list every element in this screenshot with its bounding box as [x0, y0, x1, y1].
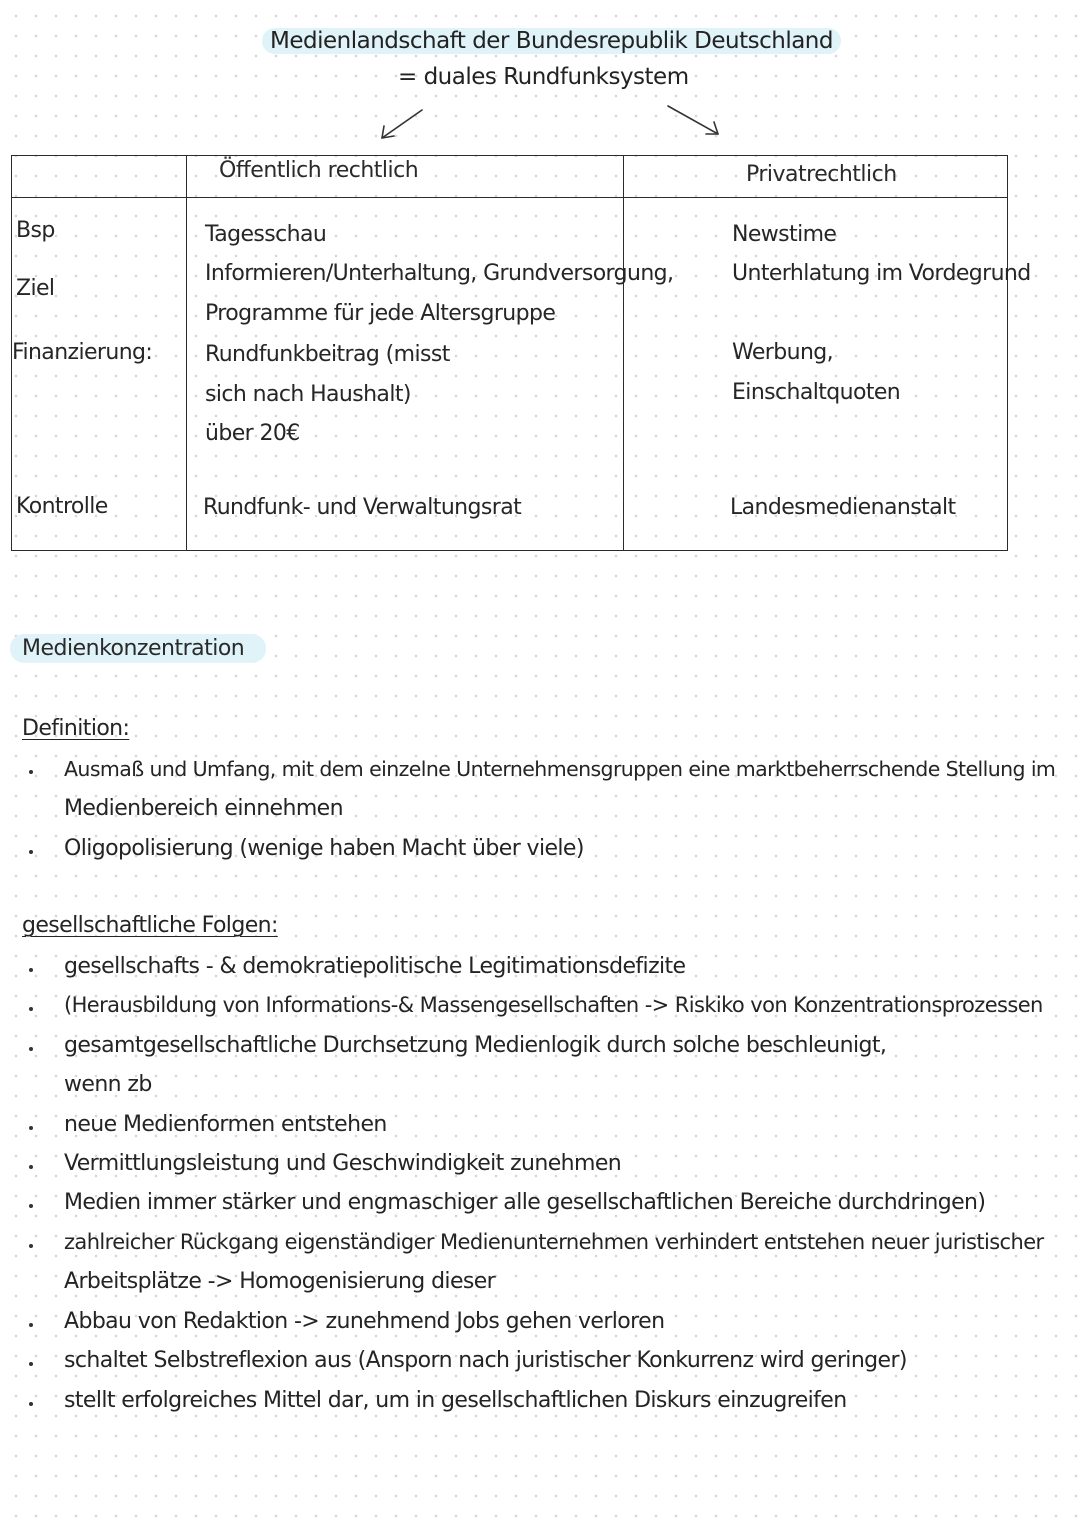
labels-cell — [12, 198, 187, 551]
public-fin-1: Rundfunkbeitrag (misst — [205, 342, 450, 367]
folgen-line: wenn zb — [64, 1072, 152, 1097]
private-kontrolle: Landesmedienanstalt — [730, 495, 956, 520]
public-ziel-1: Informieren/Unterhaltung, Grundversorgung, — [205, 261, 674, 286]
folgen-line: gesamtgesellschaftliche Durchsetzung Medienlogik durch solche beschleunigt, — [64, 1033, 887, 1058]
folgen-line: neue Medienformen entstehen — [64, 1112, 387, 1137]
bullet-icon — [29, 1204, 33, 1208]
private-cell — [624, 198, 1031, 551]
header-private-cell — [624, 156, 1008, 198]
row-label-ziel: Ziel — [16, 276, 55, 301]
folgen-line: stellt erfolgreiches Mittel dar, um in gesellschaftlichen Diskurs einzugreifen — [64, 1388, 847, 1413]
row-label-kontrolle: Kontrolle — [16, 494, 108, 519]
arrow-right-icon — [664, 100, 728, 140]
private-bsp: Newstime — [732, 222, 837, 247]
public-ziel-2: Programme für jede Altersgruppe — [205, 301, 556, 326]
bullet-icon — [29, 850, 33, 854]
header-public-cell — [187, 156, 624, 198]
col-private-label: Privatrechtlich — [746, 162, 897, 187]
row-label-bsp: Bsp — [16, 218, 55, 243]
header-empty-cell — [12, 156, 187, 198]
bullet-icon — [29, 1362, 33, 1366]
arrow-left-icon — [372, 104, 432, 144]
bullet-icon — [29, 1126, 33, 1130]
page-title: Medienlandschaft der Bundesrepublik Deutschland — [262, 28, 841, 54]
folgen-line: Vermittlungsleistung und Geschwindigkeit zunehmen — [64, 1151, 622, 1176]
folgen-line: Arbeitsplätze -> Homogenisierung dieser — [64, 1269, 496, 1294]
col-public-label: Öffentlich rechtlich — [219, 158, 419, 183]
private-fin-2: Einschaltquoten — [732, 380, 901, 405]
bullet-icon — [29, 1047, 33, 1051]
section-heading: Medienkonzentration — [10, 634, 266, 663]
table-body-row — [12, 198, 1008, 551]
public-cell — [187, 198, 674, 551]
bullet-icon — [29, 770, 33, 774]
folgen-line: Abbau von Redaktion -> zunehmend Jobs gehen verloren — [64, 1309, 665, 1334]
private-ziel: Unterhlatung im Vordegrund — [732, 261, 1031, 286]
table-header-row — [12, 156, 1008, 198]
folgen-label: gesellschaftliche Folgen: — [22, 913, 278, 938]
public-fin-3: über 20€ — [205, 421, 300, 446]
folgen-line: schaltet Selbstreflexion aus (Ansporn nach juristischer Konkurrenz wird geringer) — [64, 1348, 907, 1373]
private-fin-1: Werbung, — [732, 340, 834, 365]
definition-line: Ausmaß und Umfang, mit dem einzelne Unternehmensgruppen eine marktbeherrschende Stellung im — [64, 757, 1056, 781]
public-bsp: Tagesschau — [205, 222, 327, 247]
row-label-finanzierung: Finanzierung: — [12, 340, 153, 365]
definition-line: Oligopolisierung (wenige haben Macht über viele) — [64, 836, 584, 861]
bullet-icon — [29, 1165, 33, 1169]
folgen-line: Medien immer stärker und engmaschiger alle gesellschaftlichen Bereiche durchdringen) — [64, 1190, 986, 1215]
public-kontrolle: Rundfunk- und Verwaltungsrat — [203, 495, 522, 520]
folgen-line: zahlreicher Rückgang eigenständiger Medienunternehmen verhindert entstehen neuer juristischer — [64, 1230, 1044, 1254]
bullet-icon — [29, 968, 33, 972]
comparison-table — [11, 155, 1031, 551]
page-subtitle: = duales Rundfunksystem — [398, 64, 689, 90]
definition-label: Definition: — [22, 716, 130, 741]
public-fin-2: sich nach Haushalt) — [205, 382, 411, 407]
bullet-icon — [29, 1402, 33, 1406]
folgen-line: (Herausbildung von Informations-& Massengesellschaften -> Riskiko von Konzentrationsprozessen — [64, 993, 1043, 1017]
bullet-icon — [29, 1007, 33, 1011]
folgen-line: gesellschafts - & demokratiepolitische Legitimationsdefizite — [64, 954, 686, 979]
bullet-icon — [29, 1323, 33, 1327]
bullet-icon — [29, 1244, 33, 1248]
definition-line: Medienbereich einnehmen — [64, 796, 343, 821]
